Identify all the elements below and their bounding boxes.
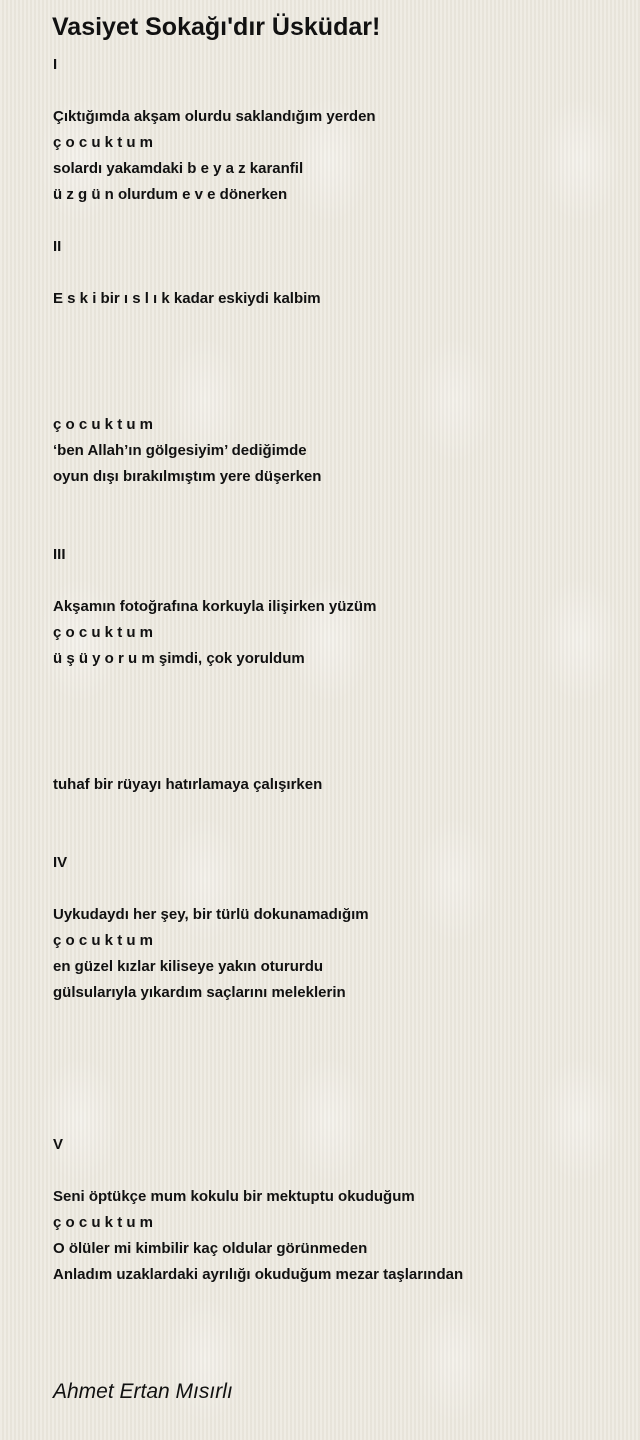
stanza-5-line-4: Anladım uzaklardaki ayrılığı okuduğum mezar taşlarından bbox=[53, 1266, 464, 1283]
stanza-2-line-3: ‘ben Allah’ın gölgesiyim’ dediğimde bbox=[53, 442, 307, 459]
stanza-2-numeral: II bbox=[53, 238, 62, 255]
author-name: Ahmet Ertan Mısırlı bbox=[53, 1380, 233, 1403]
page-title: Vasiyet Sokağı'dır Üsküdar! bbox=[52, 13, 381, 41]
stanza-3-line-4: tuhaf bir rüyayı hatırlamaya çalışırken bbox=[53, 776, 323, 793]
stanza-4-numeral: IV bbox=[53, 854, 68, 871]
stanza-3-line-2: ç o c u k t u m bbox=[53, 624, 154, 641]
stanza-5-line-2: ç o c u k t u m bbox=[53, 1214, 154, 1231]
stanza-3-line-1: Akşamın fotoğrafına korkuyla ilişirken yüzüm bbox=[53, 598, 377, 615]
stanza-4-line-1: Uykudaydı her şey, bir türlü dokunamadığım bbox=[53, 906, 369, 923]
stanza-3-numeral: III bbox=[53, 546, 66, 563]
stanza-4-line-3: en güzel kızlar kiliseye yakın otururdu bbox=[53, 958, 324, 975]
stanza-1-numeral: I bbox=[53, 56, 58, 73]
stanza-4-line-2: ç o c u k t u m bbox=[53, 932, 154, 949]
stanza-2-line-2: ç o c u k t u m bbox=[53, 416, 154, 433]
stanza-1-line-3: solardı yakamdaki b e y a z karanfil bbox=[53, 160, 304, 177]
stanza-1-line-1: Çıktığımda akşam olurdu saklandığım yerden bbox=[53, 108, 376, 125]
stanza-1-line-4: ü z g ü n olurdum e v e dönerken bbox=[53, 186, 288, 203]
stanza-5-line-3: O ölüler mi kimbilir kaç oldular görünmeden bbox=[53, 1240, 368, 1257]
stanza-2-line-1: E s k i bir ı s l ı k kadar eskiydi kalbim bbox=[53, 290, 321, 307]
stanza-4-line-4: gülsularıyla yıkardım saçlarını meleklerin bbox=[53, 984, 346, 1001]
stanza-1-line-2: ç o c u k t u m bbox=[53, 134, 154, 151]
stanza-5-line-1: Seni öptükçe mum kokulu bir mektuptu okuduğum bbox=[53, 1188, 415, 1205]
stanza-3-line-3: ü ş ü y o r u m şimdi, çok yoruldum bbox=[53, 650, 305, 667]
stanza-2-line-4: oyun dışı bırakılmıştım yere düşerken bbox=[53, 468, 322, 485]
stanza-5-numeral: V bbox=[53, 1136, 64, 1153]
